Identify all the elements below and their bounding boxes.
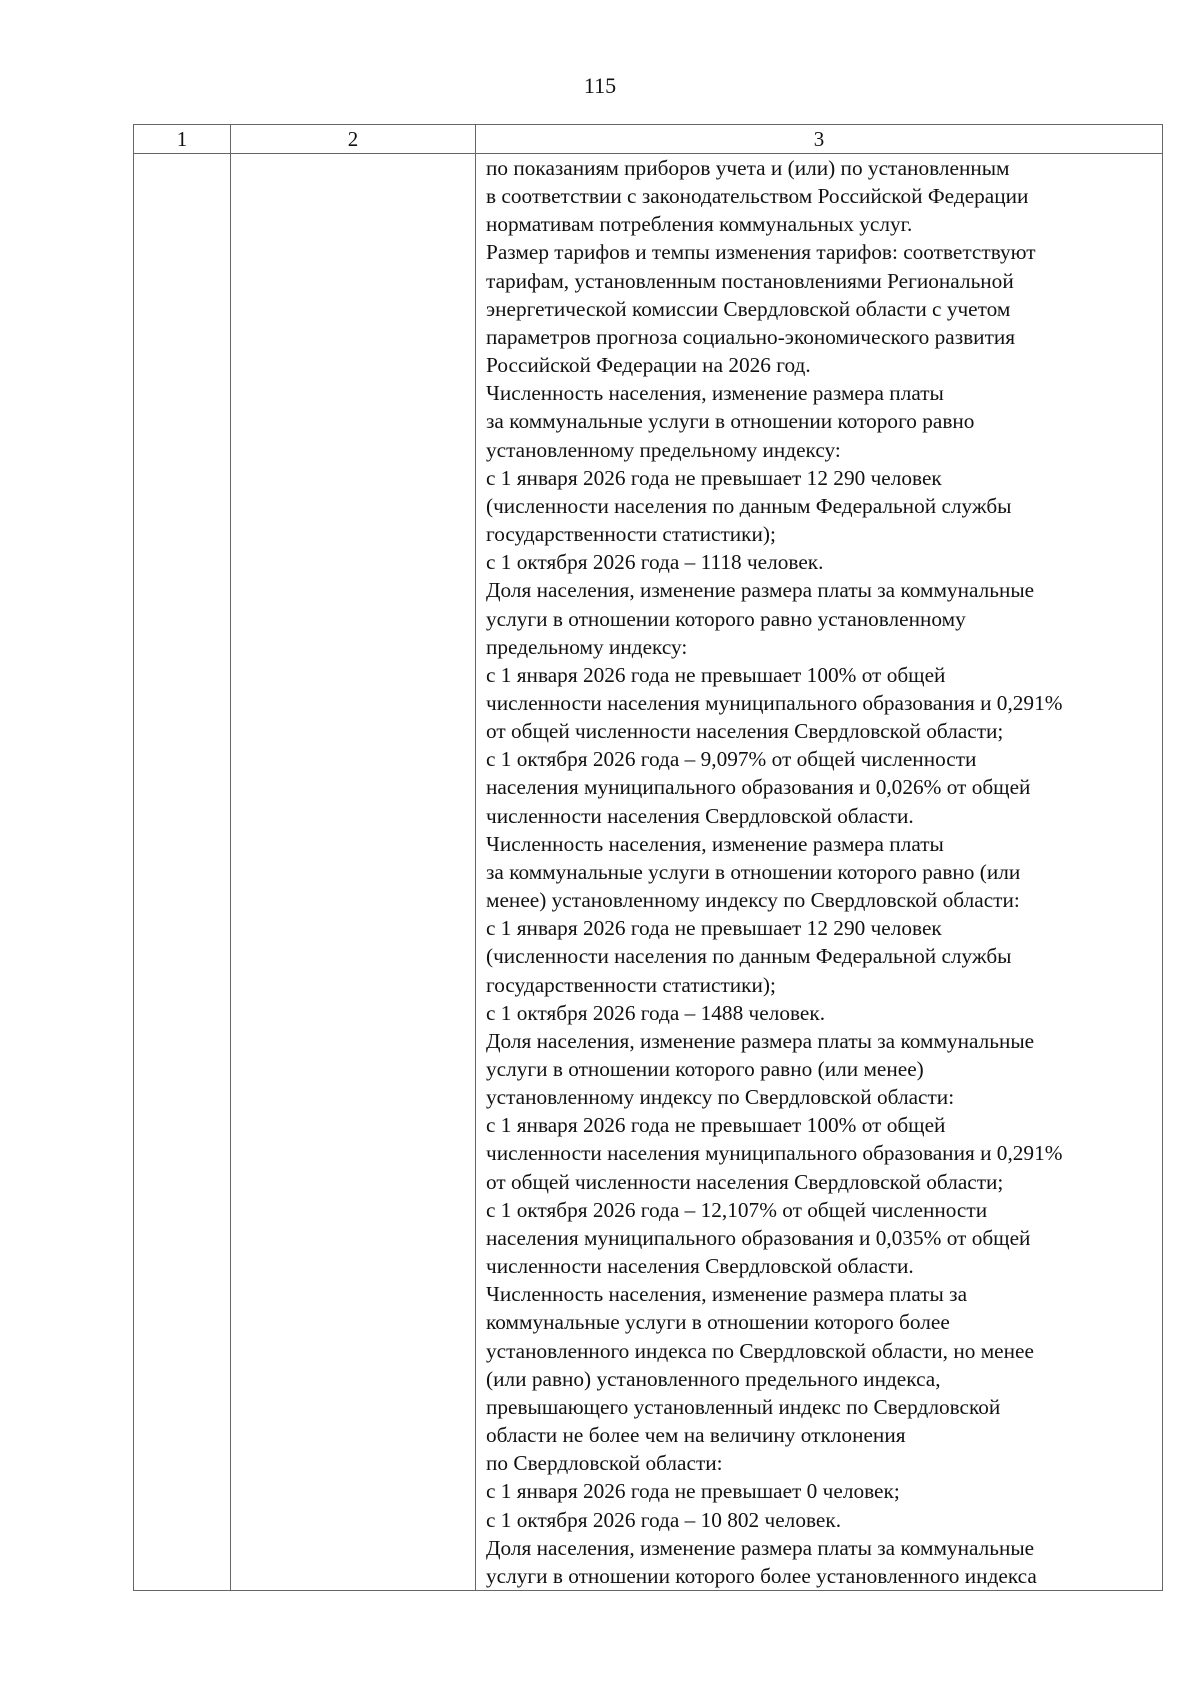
text-line: с 1 октября 2026 года – 9,097% от общей численности (486, 747, 977, 772)
cell-text-block (486, 154, 1154, 1590)
text-line: (или равно) установленного предельного индекса, (486, 1366, 941, 1391)
text-line: численности населения муниципального образования и 0,291% (486, 690, 1063, 715)
text-line: населения муниципального образования и 0,026% от общей (486, 775, 1031, 800)
text-line: в соответствии с законодательством Российской Федерации (486, 184, 1029, 209)
column-header-1: 1 (134, 125, 231, 154)
document-table (133, 124, 1163, 1591)
column-header-2: 2 (231, 125, 476, 154)
text-line: услуги в отношении которого равно (или менее) (486, 1057, 924, 1081)
text-line: с 1 октября 2026 года – 1488 человек. (486, 1000, 826, 1025)
text-line: (численности населения по данным Федеральной службы (486, 493, 1012, 518)
text-line: Доля населения, изменение размера платы за коммунальные (486, 1535, 1035, 1560)
text-line: от общей численности населения Свердловской области; (486, 719, 1004, 744)
text-line: (численности населения по данным Федеральной службы (486, 944, 1012, 969)
text-line: численности населения Свердловской области. (486, 1254, 914, 1279)
text-line: государственности статистики); (486, 522, 776, 547)
text-line: предельному индексу: (486, 634, 688, 659)
table-cell-col1 (134, 154, 231, 1591)
table-cell-col2 (231, 154, 476, 1591)
text-line: за коммунальные услуги в отношении которого равно (или (486, 859, 1021, 884)
text-line: превышающего установленный индекс по Свердловской (486, 1394, 1001, 1419)
text-line: тарифам, установленным постановлениями Региональной (486, 268, 1014, 293)
text-line: услуги в отношении которого более установленного индекса (486, 1563, 1037, 1588)
text-line: за коммунальные услуги в отношении которого равно (486, 409, 975, 434)
text-line: нормативам потребления коммунальных услуг. (486, 212, 913, 237)
text-line: с 1 октября 2026 года – 1118 человек. (486, 550, 824, 575)
text-line: установленному предельному индексу: (486, 437, 841, 462)
text-line: установленному индексу по Свердловской области: (486, 1085, 955, 1110)
column-header-3: 3 (476, 125, 1163, 154)
table-cell-col3 (476, 154, 1163, 1591)
text-line: менее) установленному индексу по Свердловской области: (486, 888, 1020, 913)
page-number: 115 (583, 73, 617, 98)
text-line: с 1 октября 2026 года – 12,107% от общей численности (486, 1197, 988, 1222)
text-line: Российской Федерации на 2026 год. (486, 353, 811, 378)
text-line: энергетической комиссии Свердловской области с учетом (486, 296, 1011, 321)
text-line: Численность населения, изменение размера платы (486, 381, 944, 406)
text-line: государственности статистики); (486, 972, 776, 997)
text-line: коммунальные услуги в отношении которого более (486, 1310, 950, 1335)
text-line: установленного индекса по Свердловской области, но менее (486, 1338, 1034, 1363)
text-line: Доля населения, изменение размера платы за коммунальные (486, 578, 1035, 603)
text-line: по Свердловской области: (486, 1451, 723, 1476)
text-line: с 1 января 2026 года не превышает 12 290 человек (486, 465, 942, 490)
text-line: населения муниципального образования и 0,035% от общей (486, 1225, 1031, 1250)
table-row (134, 154, 1163, 1591)
text-line: с 1 января 2026 года не превышает 100% от общей (486, 662, 946, 687)
text-line: Численность населения, изменение размера платы за (486, 1282, 968, 1307)
text-line: услуги в отношении которого равно установленному (486, 606, 966, 631)
text-line: с 1 января 2026 года не превышает 12 290 человек (486, 916, 942, 941)
text-line: области не более чем на величину отклонения (486, 1423, 906, 1448)
text-line: Размер тарифов и темпы изменения тарифов: соответствуют (486, 240, 1036, 265)
text-line: с 1 января 2026 года не превышает 100% от общей (486, 1113, 946, 1138)
text-line: Доля населения, изменение размера платы за коммунальные (486, 1028, 1035, 1053)
text-line: с 1 января 2026 года не превышает 0 человек; (486, 1479, 900, 1504)
text-line: Численность населения, изменение размера платы (486, 831, 944, 856)
table-header-row (134, 125, 1163, 154)
text-line: с 1 октября 2026 года – 10 802 человек. (486, 1507, 842, 1532)
text-line: численности населения муниципального образования и 0,291% (486, 1141, 1063, 1166)
text-line: параметров прогноза социально-экономического развития (486, 324, 1016, 349)
text-line: от общей численности населения Свердловской области; (486, 1169, 1004, 1194)
text-line: численности населения Свердловской области. (486, 803, 914, 828)
text-line: по показаниям приборов учета и (или) по установленным (486, 156, 1010, 180)
